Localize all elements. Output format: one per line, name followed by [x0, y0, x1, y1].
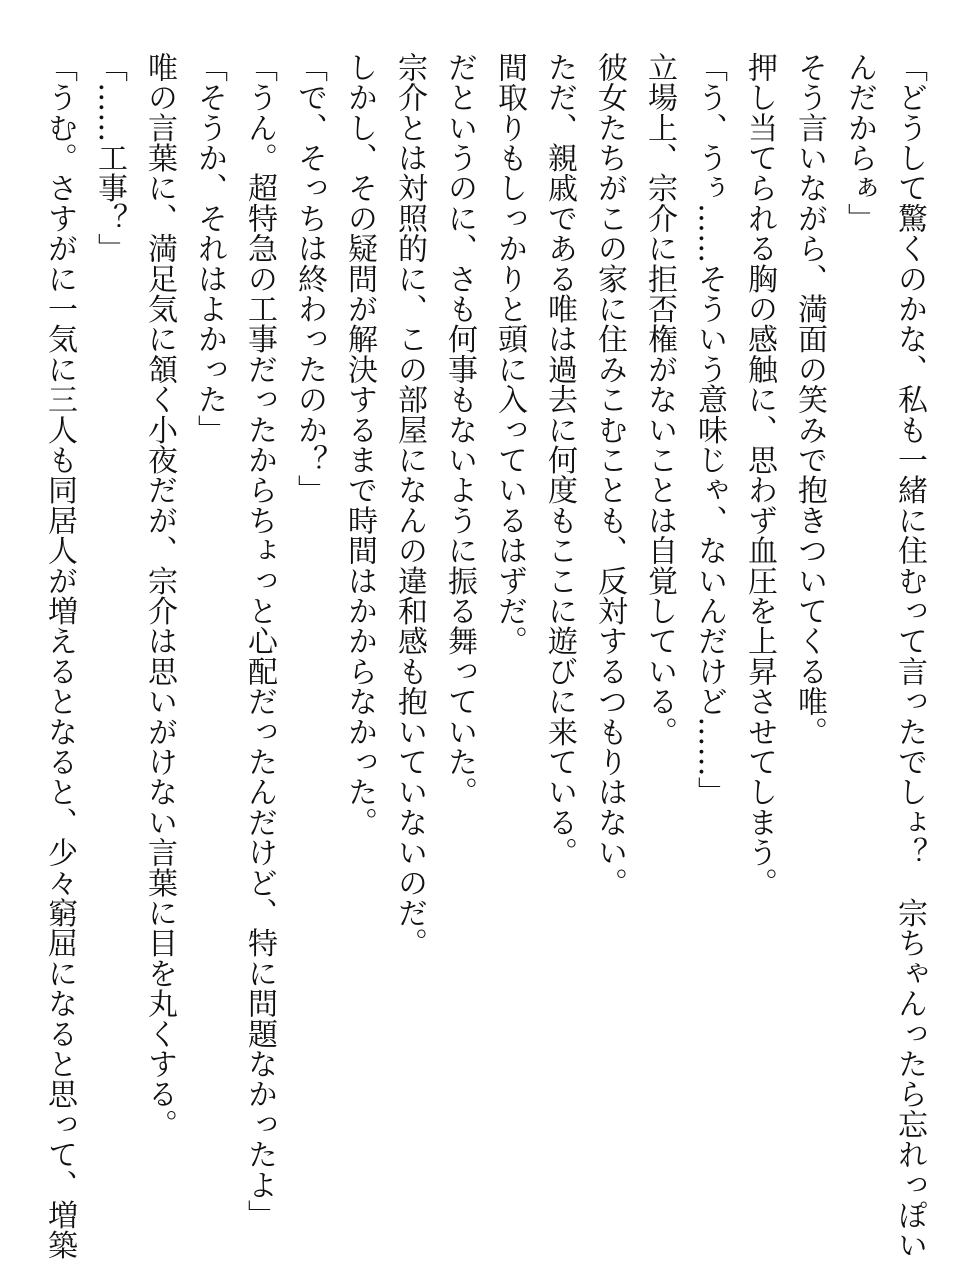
text-line: 「そうか、それはよかった」 [192, 52, 227, 445]
text-line: 「う、うぅ……そういう意味じゃ、ないんだけど……」 [692, 52, 727, 807]
text-line: 唯の言葉に、満足気に頷く小夜だが、宗介は思いがけない言葉に目を丸くする。 [142, 52, 177, 1140]
text-line: 間取りもしっかりと頭に入っているはずだ。 [492, 52, 527, 656]
text-line: 彼女たちがこの家に住みこむことも、反対するつもりはない。 [592, 52, 627, 898]
text-line: 「うむ。さすがに一気に三人も同居人が増えるとなると、少々窮屈になると思って、増築 [42, 52, 77, 1260]
text-line: だというのに、さも何事もないように振る舞っていた。 [442, 52, 477, 807]
text-line: 「……工事？」 [92, 52, 127, 264]
text-line: しかし、その疑問が解決するまで時間はかからなかった。 [342, 52, 377, 838]
text-line: ただ、親戚である唯は過去に何度もここに遊びに来ている。 [542, 52, 577, 868]
text-line: 「どうして驚くのかな、私も一緒に住むって言ったでしょ？ 宗ちゃんったら忘れっぽい [892, 52, 927, 1260]
text-line: 立場上、宗介に拒否権がないことは自覚している。 [642, 52, 677, 747]
text-line: んだからぁ」 [842, 52, 877, 234]
text-line: そう言いながら、満面の笑みで抱きついてくる唯。 [792, 52, 827, 747]
vertical-text-body [34, 52, 934, 1260]
text-line: 「で、そっちは終わったのか？」 [292, 52, 327, 505]
text-line: 「うん。超特急の工事だったからちょっと心配だったんだけど、特に問題なかったよ」 [242, 52, 277, 1230]
text-line: 宗介とは対照的に、この部屋になんの違和感も抱いていないのだ。 [392, 52, 427, 958]
text-line: 押し当てられる胸の感触に、思わず血圧を上昇させてしまう。 [742, 52, 777, 898]
